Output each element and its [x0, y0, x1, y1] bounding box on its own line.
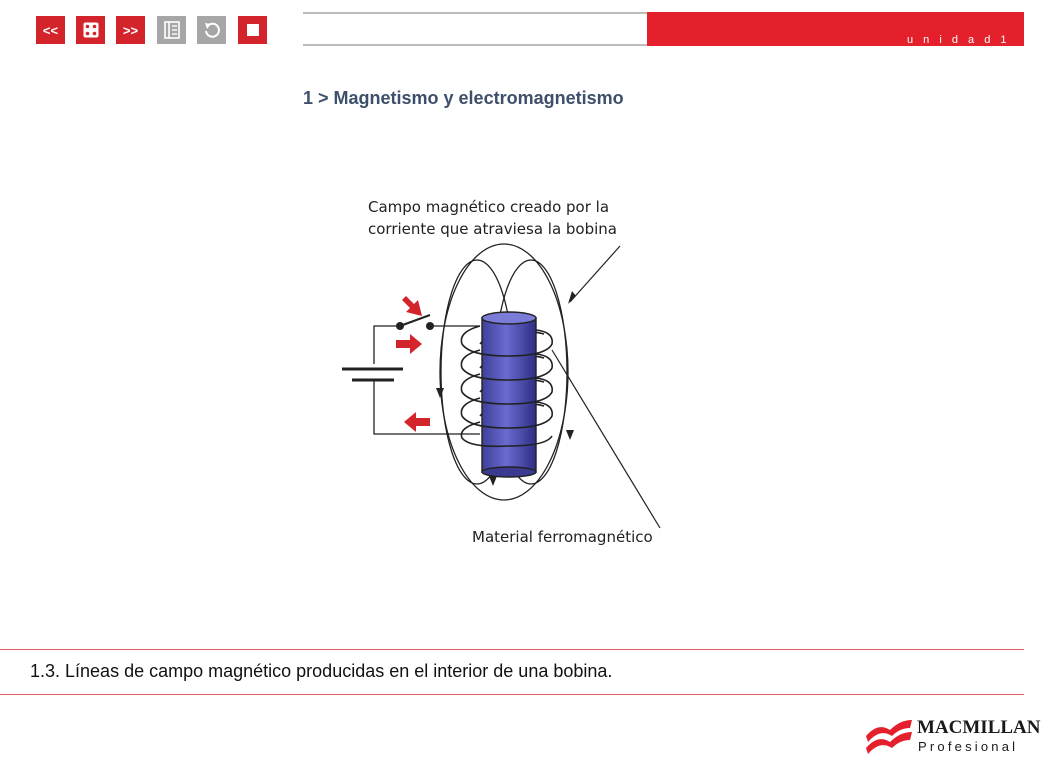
prev-label: << [42, 22, 59, 38]
field-label-line1: Campo magnético creado por la [368, 198, 610, 216]
caption-divider-top [0, 649, 1024, 650]
logo-sub: Profesional [918, 739, 1019, 754]
field-pointer [570, 246, 620, 302]
electromagnet-diagram [330, 180, 710, 560]
caption-divider-bottom [0, 694, 1024, 695]
page-title: 1 > Magnetismo y electromagnetismo [303, 88, 624, 108]
ferromagnetic-core [482, 318, 536, 472]
current-arrow-right-icon [396, 334, 422, 354]
stop-button[interactable] [238, 16, 267, 44]
field-label-line2: corriente que atraviesa la bobina [368, 220, 617, 238]
unit-label: u n i d a d 1 [907, 34, 1010, 46]
switch-contact-right [426, 322, 434, 330]
unit-banner [647, 12, 1024, 46]
prev-button[interactable] [36, 16, 65, 44]
dice-button[interactable] [76, 16, 105, 44]
core-bottom [482, 467, 536, 477]
header-divider-bottom [303, 44, 647, 46]
header-divider-top [303, 12, 647, 14]
field-arrow-bottom [489, 476, 497, 486]
back-button[interactable] [197, 16, 226, 44]
macmillan-logo-icon [864, 714, 914, 758]
field-arrow-right [566, 430, 574, 440]
undo-icon [203, 21, 221, 39]
figure-caption: 1.3. Líneas de campo magnético producidas en el interior de una bobina. [30, 661, 613, 681]
material-label: Material ferromagnético [472, 528, 653, 546]
next-label: >> [122, 22, 139, 38]
field-arrow-left [436, 388, 444, 398]
dice-icon [83, 22, 99, 38]
logo-brand: MACMILLAN [917, 717, 1041, 738]
current-arrow-left-icon [404, 412, 430, 432]
next-button[interactable] [116, 16, 145, 44]
switch-lever [400, 315, 430, 326]
stop-icon [247, 24, 259, 36]
index-icon [164, 21, 180, 39]
publisher-logo [864, 712, 1041, 758]
press-arrow-icon [402, 296, 422, 316]
core-top [482, 312, 536, 324]
index-button[interactable] [157, 16, 186, 44]
